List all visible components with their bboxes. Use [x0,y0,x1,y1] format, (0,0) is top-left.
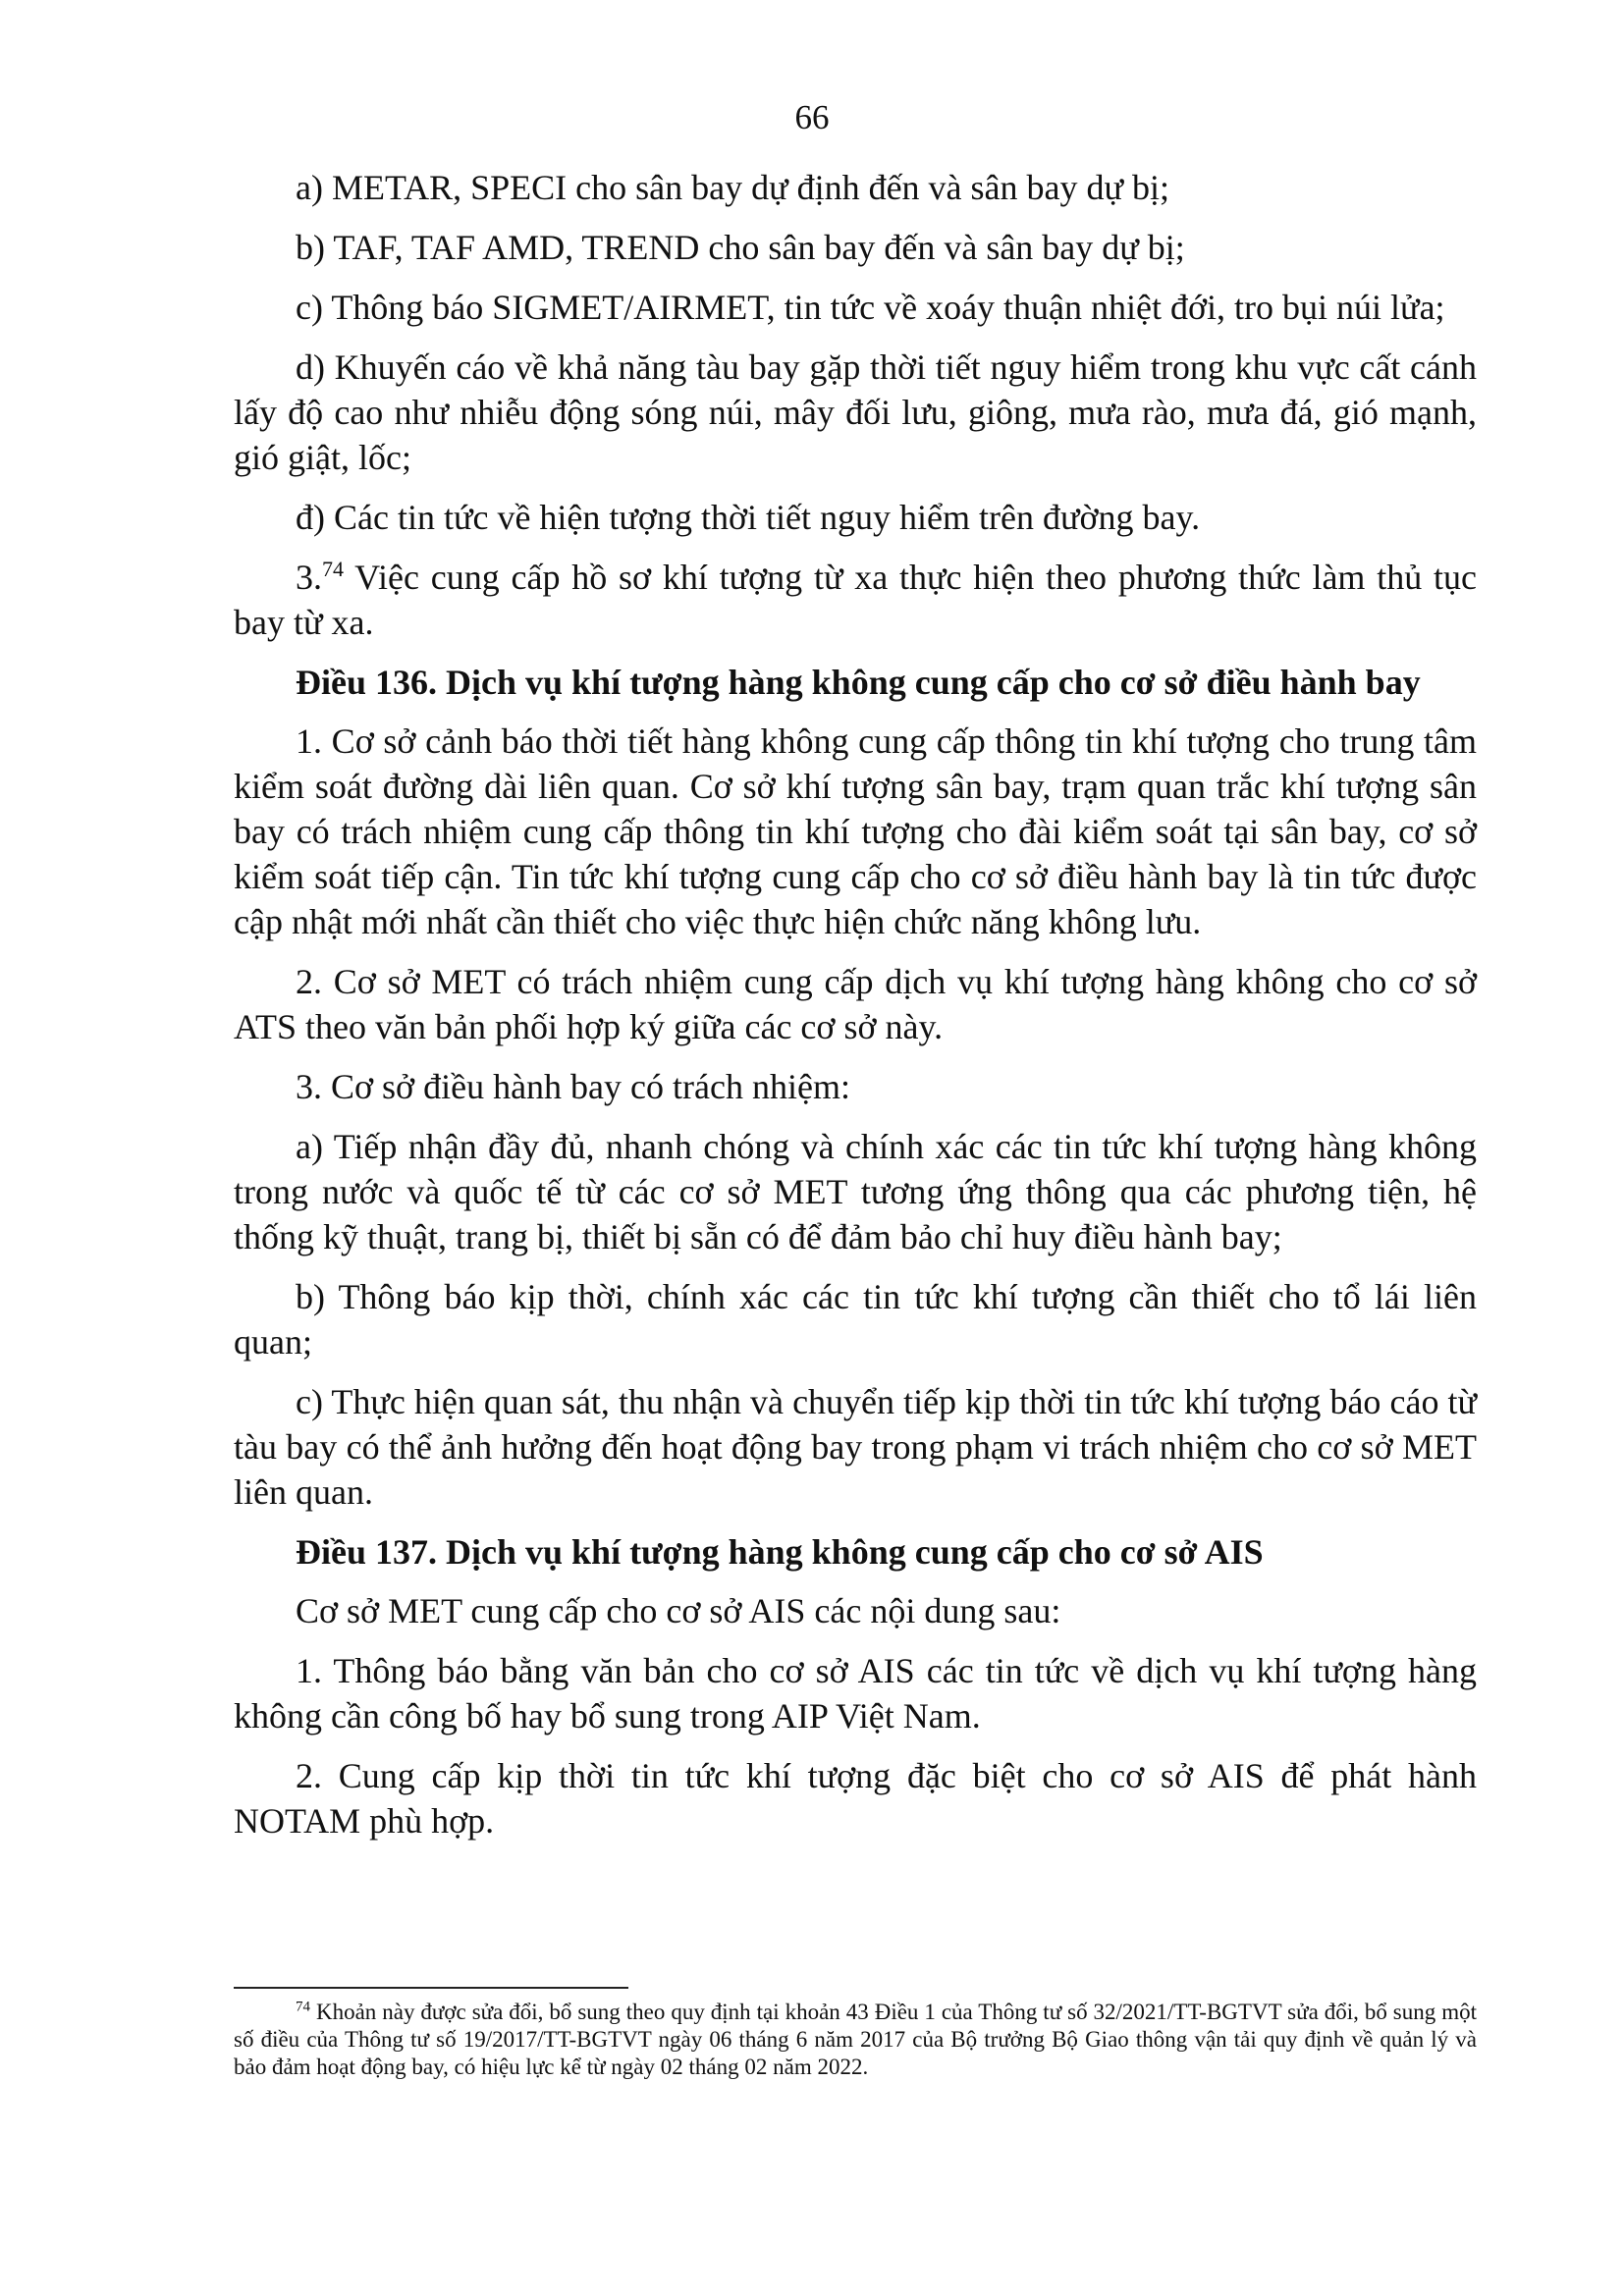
footnote-reference[interactable]: 74 [322,557,344,581]
paragraph-item-d: d) Khuyến cáo về khả năng tàu bay gặp thời tiết nguy hiểm trong khu vực cất cánh lấy độ cao như nhiễu động sóng núi, mây đối lưu, giông, mưa rào, mưa đá, gió mạnh, gió giật, lốc; [234,347,1477,477]
paragraph-article-137-intro: Cơ sở MET cung cấp cho cơ sở AIS các nội dung sau: [296,1591,1061,1630]
paragraph-item-a: a) METAR, SPECI cho sân bay dự định đến và sân bay dự bị; [296,168,1170,207]
paragraph-item-dd: đ) Các tin tức về hiện tượng thời tiết nguy hiểm trên đường bay. [296,498,1201,537]
paragraph-article-136-clause-2: 2. Cơ sở MET có trách nhiệm cung cấp dịch vụ khí tượng hàng không cho cơ sở ATS theo văn bản phối hợp ký giữa các cơ sở này. [234,962,1477,1046]
paragraph-clause-3 [234,555,1477,645]
body-text [234,165,1477,1858]
paragraph-article-136-item-c: c) Thực hiện quan sát, thu nhận và chuyển tiếp kịp thời tin tức khí tượng báo cáo từ tàu bay có thể ảnh hưởng đến hoạt động bay trong phạm vi trách nhiệm cho cơ sở MET liên quan. [234,1382,1477,1512]
footnote-separator [234,1987,628,1989]
page-number: 66 [794,98,830,136]
paragraph-article-137-clause-1: 1. Thông báo bằng văn bản cho cơ sở AIS các tin tức về dịch vụ khí tượng hàng không cần công bố hay bổ sung trong AIP Việt Nam. [234,1651,1477,1735]
clause-number: 3. [296,558,322,597]
footnote [234,1999,1477,2081]
paragraph-article-136-item-a: a) Tiếp nhận đầy đủ, nhanh chóng và chính xác các tin tức khí tượng hàng không trong nước và quốc tế từ các cơ sở MET tương ứng thông qua các phương tiện, hệ thống kỹ thuật, trang bị, thiết bị sẵn có để đảm bảo chỉ huy điều hành bay; [234,1127,1477,1256]
article-heading-137: Điều 137. Dịch vụ khí tượng hàng không cung cấp cho cơ sở AIS [296,1532,1264,1572]
clause-text: Việc cung cấp hồ sơ khí tượng từ xa thực hiện theo phương thức làm thủ tục bay từ xa. [234,558,1477,642]
paragraph-item-b: b) TAF, TAF AMD, TREND cho sân bay đến và sân bay dự bị; [296,228,1185,267]
paragraph-article-137-clause-2: 2. Cung cấp kịp thời tin tức khí tượng đặc biệt cho cơ sở AIS để phát hành NOTAM phù hợp. [234,1756,1477,1841]
paragraph-article-136-item-b: b) Thông báo kịp thời, chính xác các tin tức khí tượng cần thiết cho tổ lái liên quan; [234,1277,1477,1362]
paragraph-article-136-clause-1: 1. Cơ sở cảnh báo thời tiết hàng không cung cấp thông tin khí tượng cho trung tâm kiểm soát đường dài liên quan. Cơ sở khí tượng sân bay, trạm quan trắc khí tượng sân bay có trách nhiệm cung cấp thông tin khí tượng cho đài kiểm soát tại sân bay, cơ sở kiểm soát tiếp cận. Tin tức khí tượng cung cấp cho cơ sở điều hành bay là tin tức được cập nhật mới nhất cần thiết cho việc thực hiện chức năng không lưu. [234,721,1477,941]
footnote-text: Khoản này được sửa đổi, bổ sung theo quy định tại khoản 43 Điều 1 của Thông tư số 32/2021/TT-BGTVT sửa đổi, bổ sung một số điều của Thông tư số 19/2017/TT-BGTVT ngày 06 tháng 6 năm 2017 của Bộ trưởng Bộ Giao thông vận tải quy định về quản lý và bảo đảm hoạt động bay, có hiệu lực kể từ ngày 02 tháng 02 năm 2022. [234,2000,1477,2079]
paragraph-article-136-clause-3: 3. Cơ sở điều hành bay có trách nhiệm: [296,1067,850,1106]
article-heading-136: Điều 136. Dịch vụ khí tượng hàng không cung cấp cho cơ sở điều hành bay [296,663,1421,702]
paragraph-item-c: c) Thông báo SIGMET/AIRMET, tin tức về xoáy thuận nhiệt đới, tro bụi núi lửa; [296,288,1445,327]
footnote-number: 74 [296,1999,310,2015]
